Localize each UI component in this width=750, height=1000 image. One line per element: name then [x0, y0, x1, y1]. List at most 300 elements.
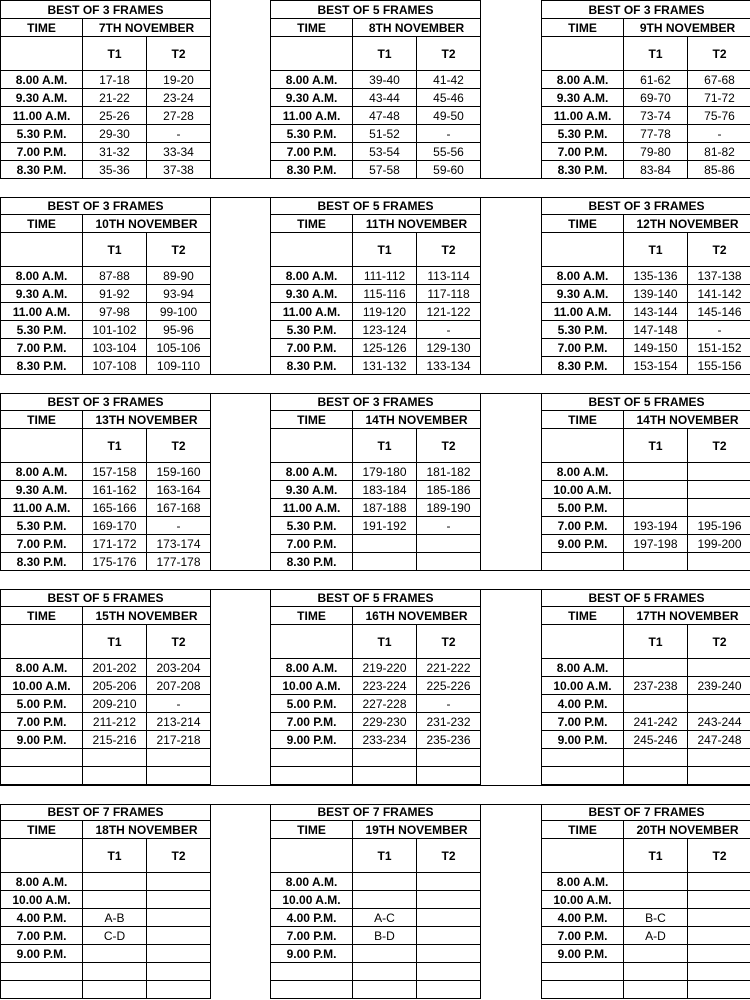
- t2-cell: 121-122: [417, 303, 481, 321]
- time-cell: 8.00 A.M.: [271, 659, 353, 677]
- t1-cell: 215-216: [83, 731, 147, 749]
- blank-cell: [542, 625, 624, 659]
- time-cell: 7.00 P.M.: [271, 143, 353, 161]
- format-title: BEST OF 7 FRAMES: [1, 803, 211, 821]
- schedule-table: [270, 0, 481, 179]
- table-row: [271, 285, 481, 303]
- table-row: [542, 339, 750, 357]
- time-cell: 9.00 P.M.: [1, 731, 83, 749]
- time-cell: 9.30 A.M.: [1, 285, 83, 303]
- t1-cell: 79-80: [624, 143, 688, 161]
- table-row: [1, 659, 211, 677]
- t1-cell: [353, 981, 417, 999]
- table-row: [271, 267, 481, 285]
- table-row: [271, 945, 481, 963]
- t1-header: T1: [83, 625, 147, 659]
- t1-cell: 43-44: [353, 89, 417, 107]
- time-cell: [542, 767, 624, 785]
- time-cell: [542, 749, 624, 767]
- table-row: [1, 267, 211, 285]
- table-row: [542, 71, 750, 89]
- t1-cell: 187-188: [353, 499, 417, 517]
- section-divider: [0, 785, 750, 805]
- t2-header: T2: [688, 625, 750, 659]
- time-header: TIME: [271, 411, 353, 429]
- time-cell: 10.00 A.M.: [1, 677, 83, 695]
- t2-cell: 141-142: [688, 285, 750, 303]
- table-row: [542, 873, 750, 891]
- time-cell: 8.00 A.M.: [271, 267, 353, 285]
- table-row: [1, 463, 211, 481]
- t2-cell: [688, 463, 750, 481]
- table-row: [271, 125, 481, 143]
- time-cell: 8.00 A.M.: [1, 873, 83, 891]
- table-row: [271, 499, 481, 517]
- table-row: [271, 927, 481, 945]
- format-title: BEST OF 5 FRAMES: [271, 1, 481, 19]
- t1-cell: 25-26: [83, 107, 147, 125]
- blank-cell: [271, 37, 353, 71]
- table-row: [542, 677, 750, 695]
- t1-cell: [624, 463, 688, 481]
- schedule-block-15th-november-best-of-5-frames: [0, 588, 210, 784]
- t1-cell: 227-228: [353, 695, 417, 713]
- t2-cell: [688, 945, 750, 963]
- table-row: [271, 963, 481, 981]
- t1-cell: 123-124: [353, 321, 417, 339]
- t1-cell: [83, 963, 147, 981]
- t2-cell: 167-168: [147, 499, 211, 517]
- schedule-block-18th-november-best-of-7-frames: [0, 802, 210, 998]
- time-cell: 8.00 A.M.: [542, 873, 624, 891]
- t1-cell: 31-32: [83, 143, 147, 161]
- t2-cell: [688, 553, 750, 571]
- table-row: [271, 695, 481, 713]
- t1-header: T1: [624, 625, 688, 659]
- format-title: BEST OF 5 FRAMES: [271, 589, 481, 607]
- blank-cell: [1, 839, 83, 873]
- time-cell: 4.00 P.M.: [542, 695, 624, 713]
- time-cell: 11.00 A.M.: [542, 303, 624, 321]
- table-row: [271, 713, 481, 731]
- table-row: [271, 731, 481, 749]
- time-cell: [542, 553, 624, 571]
- t2-cell: [147, 927, 211, 945]
- table-row: [271, 321, 481, 339]
- t2-header: T2: [147, 429, 211, 463]
- t2-header: T2: [417, 839, 481, 873]
- t1-cell: 211-212: [83, 713, 147, 731]
- t1-cell: 193-194: [624, 517, 688, 535]
- t2-cell: [147, 767, 211, 785]
- table-row: [271, 873, 481, 891]
- t2-cell: 41-42: [417, 71, 481, 89]
- time-header: TIME: [1, 607, 83, 625]
- table-row: [271, 767, 481, 785]
- table-row: [1, 713, 211, 731]
- time-header: TIME: [271, 607, 353, 625]
- time-cell: 9.30 A.M.: [271, 89, 353, 107]
- format-title: BEST OF 5 FRAMES: [1, 589, 211, 607]
- time-cell: 11.00 A.M.: [271, 303, 353, 321]
- time-cell: 7.00 P.M.: [1, 143, 83, 161]
- t2-cell: -: [417, 517, 481, 535]
- t1-cell: 35-36: [83, 161, 147, 179]
- schedule-table: [541, 392, 750, 571]
- time-cell: 10.00 A.M.: [271, 677, 353, 695]
- time-cell: 8.00 A.M.: [1, 463, 83, 481]
- time-cell: 7.00 P.M.: [542, 713, 624, 731]
- t1-header: T1: [83, 839, 147, 873]
- table-row: [542, 767, 750, 785]
- time-cell: [1, 963, 83, 981]
- blank-cell: [542, 429, 624, 463]
- table-row: [1, 321, 211, 339]
- t2-cell: [417, 945, 481, 963]
- t1-cell: 77-78: [624, 125, 688, 143]
- t2-header: T2: [688, 233, 750, 267]
- t2-cell: 243-244: [688, 713, 750, 731]
- time-cell: 10.00 A.M.: [542, 891, 624, 909]
- time-cell: 7.00 P.M.: [271, 535, 353, 553]
- t1-header: T1: [624, 839, 688, 873]
- t1-cell: 111-112: [353, 267, 417, 285]
- table-row: [542, 267, 750, 285]
- t2-cell: 99-100: [147, 303, 211, 321]
- t1-cell: 175-176: [83, 553, 147, 571]
- t1-cell: 119-120: [353, 303, 417, 321]
- t1-cell: 233-234: [353, 731, 417, 749]
- t2-cell: [688, 749, 750, 767]
- table-row: [542, 927, 750, 945]
- date-header: 8TH NOVEMBER: [353, 19, 481, 37]
- schedule-block-13th-november-best-of-3-frames: [0, 392, 210, 570]
- blank-cell: [271, 625, 353, 659]
- table-row: [542, 285, 750, 303]
- t1-cell: 29-30: [83, 125, 147, 143]
- t2-cell: 109-110: [147, 357, 211, 375]
- schedule-table: [0, 196, 211, 375]
- time-cell: 7.00 P.M.: [542, 143, 624, 161]
- schedule-table: [541, 196, 750, 375]
- t2-cell: 199-200: [688, 535, 750, 553]
- table-row: [542, 107, 750, 125]
- t1-cell: 179-180: [353, 463, 417, 481]
- t1-cell: [83, 749, 147, 767]
- time-cell: [271, 767, 353, 785]
- t2-cell: [147, 963, 211, 981]
- t1-cell: [353, 873, 417, 891]
- t2-cell: 213-214: [147, 713, 211, 731]
- time-cell: 10.00 A.M.: [542, 677, 624, 695]
- t1-cell: 87-88: [83, 267, 147, 285]
- t2-cell: 95-96: [147, 321, 211, 339]
- t1-cell: [624, 891, 688, 909]
- table-row: [542, 89, 750, 107]
- date-header: 10TH NOVEMBER: [83, 215, 211, 233]
- table-row: [542, 749, 750, 767]
- t1-cell: [83, 873, 147, 891]
- t2-cell: [147, 749, 211, 767]
- t2-cell: 235-236: [417, 731, 481, 749]
- t1-cell: [624, 945, 688, 963]
- t1-cell: 161-162: [83, 481, 147, 499]
- date-header: 9TH NOVEMBER: [624, 19, 750, 37]
- t1-cell: 229-230: [353, 713, 417, 731]
- time-cell: 8.00 A.M.: [1, 71, 83, 89]
- t2-cell: 225-226: [417, 677, 481, 695]
- date-header: 15TH NOVEMBER: [83, 607, 211, 625]
- table-row: [1, 927, 211, 945]
- time-cell: 5.30 P.M.: [1, 321, 83, 339]
- time-cell: [271, 749, 353, 767]
- t2-cell: [417, 535, 481, 553]
- time-cell: 11.00 A.M.: [542, 107, 624, 125]
- blank-cell: [542, 233, 624, 267]
- time-cell: 5.30 P.M.: [1, 517, 83, 535]
- t1-cell: 165-166: [83, 499, 147, 517]
- t2-cell: [147, 891, 211, 909]
- t1-cell: [624, 873, 688, 891]
- t2-cell: 177-178: [147, 553, 211, 571]
- schedule-table: [541, 0, 750, 179]
- table-row: [271, 535, 481, 553]
- t1-cell: 237-238: [624, 677, 688, 695]
- time-cell: 9.30 A.M.: [542, 89, 624, 107]
- table-row: [1, 481, 211, 499]
- t1-cell: 47-48: [353, 107, 417, 125]
- t1-cell: 125-126: [353, 339, 417, 357]
- t1-cell: [353, 535, 417, 553]
- t1-cell: [353, 553, 417, 571]
- schedule-block-7th-november-best-of-3-frames: [0, 0, 210, 178]
- table-row: [271, 677, 481, 695]
- t1-cell: 245-246: [624, 731, 688, 749]
- time-cell: 5.30 P.M.: [542, 321, 624, 339]
- schedule-table: [0, 588, 211, 785]
- t2-cell: [417, 767, 481, 785]
- schedule-table: [0, 802, 211, 999]
- t1-cell: 73-74: [624, 107, 688, 125]
- schedule-block-10th-november-best-of-3-frames: [0, 196, 210, 374]
- table-row: [271, 303, 481, 321]
- t2-cell: [417, 981, 481, 999]
- table-row: [1, 695, 211, 713]
- t2-cell: -: [417, 321, 481, 339]
- t2-cell: 75-76: [688, 107, 750, 125]
- table-row: [1, 71, 211, 89]
- time-cell: [1, 767, 83, 785]
- t2-cell: 37-38: [147, 161, 211, 179]
- time-cell: 11.00 A.M.: [1, 107, 83, 125]
- table-row: [271, 71, 481, 89]
- t2-cell: -: [147, 695, 211, 713]
- table-row: [542, 125, 750, 143]
- t1-cell: B-C: [624, 909, 688, 927]
- t2-header: T2: [147, 233, 211, 267]
- time-header: TIME: [271, 19, 353, 37]
- date-header: 16TH NOVEMBER: [353, 607, 481, 625]
- t1-cell: [83, 945, 147, 963]
- time-cell: 8.30 P.M.: [542, 161, 624, 179]
- t1-cell: [624, 481, 688, 499]
- t1-cell: 131-132: [353, 357, 417, 375]
- table-row: [271, 463, 481, 481]
- t1-cell: 61-62: [624, 71, 688, 89]
- blank-cell: [542, 37, 624, 71]
- t1-cell: 83-84: [624, 161, 688, 179]
- table-row: [1, 963, 211, 981]
- time-cell: 7.00 P.M.: [542, 517, 624, 535]
- time-cell: 7.00 P.M.: [1, 713, 83, 731]
- format-title: BEST OF 3 FRAMES: [542, 197, 750, 215]
- t1-cell: 223-224: [353, 677, 417, 695]
- table-row: [542, 321, 750, 339]
- time-cell: 5.30 P.M.: [271, 517, 353, 535]
- time-cell: [542, 963, 624, 981]
- date-header: 7TH NOVEMBER: [83, 19, 211, 37]
- t2-cell: 81-82: [688, 143, 750, 161]
- t1-header: T1: [83, 37, 147, 71]
- t1-cell: 107-108: [83, 357, 147, 375]
- time-cell: 8.00 A.M.: [271, 873, 353, 891]
- t2-cell: 113-114: [417, 267, 481, 285]
- format-title: BEST OF 5 FRAMES: [542, 393, 750, 411]
- t2-cell: 189-190: [417, 499, 481, 517]
- time-header: TIME: [542, 411, 624, 429]
- table-row: [1, 357, 211, 375]
- t1-cell: A-B: [83, 909, 147, 927]
- date-header: 14TH NOVEMBER: [624, 411, 750, 429]
- t1-cell: 139-140: [624, 285, 688, 303]
- table-row: [1, 891, 211, 909]
- t2-cell: 159-160: [147, 463, 211, 481]
- t2-cell: 105-106: [147, 339, 211, 357]
- time-cell: 4.00 P.M.: [271, 909, 353, 927]
- t2-cell: 155-156: [688, 357, 750, 375]
- time-cell: 11.00 A.M.: [271, 107, 353, 125]
- table-row: [542, 945, 750, 963]
- time-cell: 8.30 P.M.: [542, 357, 624, 375]
- table-row: [542, 499, 750, 517]
- time-cell: 11.00 A.M.: [1, 499, 83, 517]
- table-row: [271, 909, 481, 927]
- t2-cell: 137-138: [688, 267, 750, 285]
- time-cell: 10.00 A.M.: [542, 481, 624, 499]
- blank-cell: [1, 233, 83, 267]
- time-cell: 8.00 A.M.: [1, 659, 83, 677]
- t2-cell: 55-56: [417, 143, 481, 161]
- table-row: [542, 659, 750, 677]
- time-cell: 5.30 P.M.: [1, 125, 83, 143]
- time-cell: 8.00 A.M.: [1, 267, 83, 285]
- t1-header: T1: [624, 233, 688, 267]
- time-header: TIME: [542, 821, 624, 839]
- t2-cell: [417, 927, 481, 945]
- table-row: [1, 945, 211, 963]
- t1-cell: [624, 767, 688, 785]
- table-row: [1, 285, 211, 303]
- time-cell: 5.00 P.M.: [271, 695, 353, 713]
- time-cell: 8.00 A.M.: [542, 659, 624, 677]
- t2-cell: 163-164: [147, 481, 211, 499]
- table-row: [1, 517, 211, 535]
- t1-cell: 39-40: [353, 71, 417, 89]
- t2-cell: 23-24: [147, 89, 211, 107]
- time-cell: 5.00 P.M.: [1, 695, 83, 713]
- time-header: TIME: [542, 19, 624, 37]
- blank-cell: [542, 839, 624, 873]
- table-row: [271, 481, 481, 499]
- t1-header: T1: [353, 625, 417, 659]
- t2-cell: 217-218: [147, 731, 211, 749]
- t2-cell: [688, 695, 750, 713]
- time-cell: 7.00 P.M.: [1, 339, 83, 357]
- t1-cell: [353, 749, 417, 767]
- t1-cell: [624, 981, 688, 999]
- time-cell: 9.30 A.M.: [271, 285, 353, 303]
- time-cell: 8.00 A.M.: [542, 463, 624, 481]
- blank-cell: [1, 37, 83, 71]
- t1-cell: [624, 749, 688, 767]
- t2-cell: 195-196: [688, 517, 750, 535]
- t1-cell: 91-92: [83, 285, 147, 303]
- t1-cell: A-D: [624, 927, 688, 945]
- time-cell: 7.00 P.M.: [271, 927, 353, 945]
- table-row: [1, 553, 211, 571]
- t1-header: T1: [353, 37, 417, 71]
- t2-header: T2: [417, 625, 481, 659]
- t2-cell: [688, 659, 750, 677]
- schedule-block-14th-november-best-of-5-frames: [541, 392, 750, 570]
- table-row: [271, 659, 481, 677]
- time-cell: [542, 981, 624, 999]
- table-row: [1, 749, 211, 767]
- t1-cell: 57-58: [353, 161, 417, 179]
- table-row: [542, 161, 750, 179]
- time-cell: 10.00 A.M.: [271, 891, 353, 909]
- table-row: [542, 891, 750, 909]
- t1-cell: C-D: [83, 927, 147, 945]
- time-header: TIME: [271, 821, 353, 839]
- time-cell: 4.00 P.M.: [542, 909, 624, 927]
- t2-cell: 145-146: [688, 303, 750, 321]
- t2-cell: -: [688, 321, 750, 339]
- t1-cell: [624, 659, 688, 677]
- t2-header: T2: [147, 625, 211, 659]
- table-row: [271, 891, 481, 909]
- time-cell: [1, 981, 83, 999]
- t1-cell: 53-54: [353, 143, 417, 161]
- t1-cell: 103-104: [83, 339, 147, 357]
- table-row: [1, 731, 211, 749]
- schedule-table: [0, 392, 211, 571]
- time-cell: 9.30 A.M.: [271, 481, 353, 499]
- t1-cell: 97-98: [83, 303, 147, 321]
- t1-cell: 51-52: [353, 125, 417, 143]
- t2-cell: 207-208: [147, 677, 211, 695]
- time-header: TIME: [542, 607, 624, 625]
- t1-cell: 149-150: [624, 339, 688, 357]
- t2-cell: 239-240: [688, 677, 750, 695]
- schedule-block-16th-november-best-of-5-frames: [270, 588, 480, 784]
- t2-cell: [147, 909, 211, 927]
- t2-cell: 231-232: [417, 713, 481, 731]
- table-row: [1, 981, 211, 999]
- t1-header: T1: [624, 429, 688, 463]
- table-row: [542, 143, 750, 161]
- blank-cell: [271, 429, 353, 463]
